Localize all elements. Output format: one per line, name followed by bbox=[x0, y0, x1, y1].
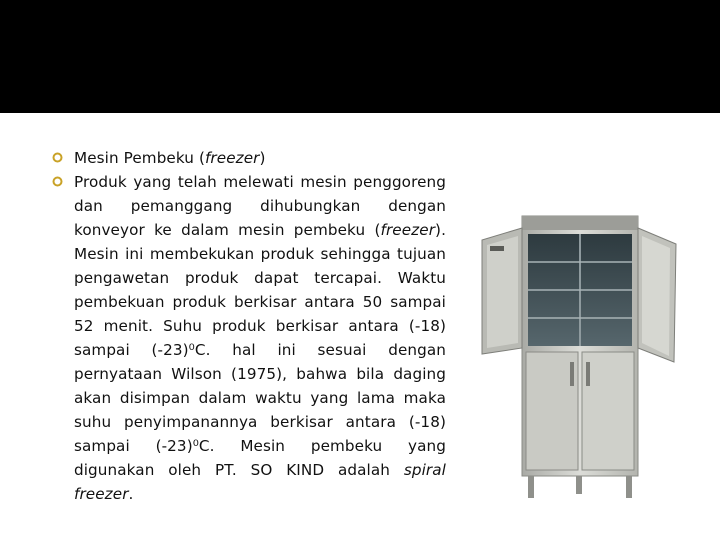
title-band bbox=[0, 0, 720, 113]
bullet-text bbox=[74, 146, 446, 170]
freezer-image bbox=[478, 212, 678, 512]
bullet-text-italic: freezer bbox=[204, 149, 260, 167]
bullet-text-part: Produk yang telah melewati mesin penggoreng dan pemanggang dihubungkan dengan konveyor ke dalam mesin pembeku ( bbox=[74, 173, 446, 239]
bullet-ring-icon bbox=[52, 152, 63, 163]
bullet-text-italic: freezer bbox=[380, 221, 436, 239]
bullet-list bbox=[52, 146, 446, 506]
bullet-text bbox=[74, 170, 446, 506]
bullet-item bbox=[52, 146, 446, 170]
bullet-text-part: ) bbox=[259, 149, 266, 167]
bullet-item bbox=[52, 170, 446, 506]
bullet-text-part: ). Mesin ini membekukan produk sehingga tujuan pengawetan produk dapat tercapai. Waktu pembekuan produk berkisar antara 50 sampai 52 menit. Suhu produk berkisar antara (-18) sampai (-23)⁰C. hal ini sesuai dengan pernyataan Wilson (1975), bahwa bila daging akan disimpan dalam waktu yang lama maka suhu penyimpanannya berkisar antara (-18) sampai (-23)⁰C. Mesin pembeku yang digunakan oleh PT. SO KIND adalah bbox=[74, 221, 446, 479]
bullet-text-italic: spiral freezer bbox=[74, 461, 446, 503]
bullet-text-part: Mesin Pembeku ( bbox=[74, 149, 205, 167]
bullet-ring-icon bbox=[52, 176, 63, 187]
bullet-text-part: . bbox=[128, 485, 134, 503]
